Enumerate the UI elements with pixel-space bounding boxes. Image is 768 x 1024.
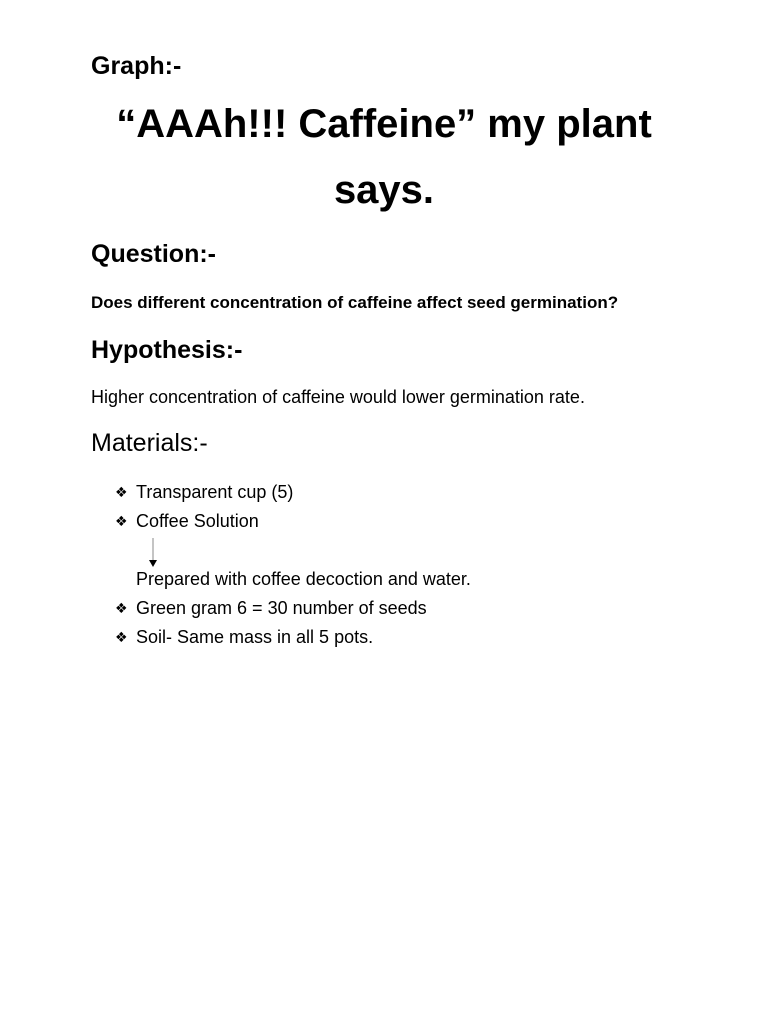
list-item: Green gram 6 = 30 number of seeds: [136, 598, 427, 618]
list-item: Transparent cup (5): [136, 482, 294, 502]
diamond-bullet-icon: ❖: [115, 600, 128, 616]
diamond-bullet-icon: ❖: [115, 513, 128, 529]
diamond-bullet-icon: ❖: [115, 484, 128, 500]
list-item: Coffee Solution: [136, 511, 259, 531]
down-arrow-icon: [146, 536, 160, 570]
hypothesis-heading: Hypothesis:-: [91, 336, 243, 364]
graph-label: Graph:-: [91, 52, 182, 80]
question-heading: Question:-: [91, 240, 216, 268]
page-title-line-1: “AAAh!!! Caffeine” my plant: [116, 102, 652, 146]
list-item: Soil- Same mass in all 5 pots.: [136, 627, 374, 647]
materials-heading: Materials:-: [91, 429, 208, 457]
coffee-note: Prepared with coffee decoction and water.: [136, 569, 471, 589]
question-text: Does different concentration of caffeine affect seed germination?: [91, 293, 619, 312]
hypothesis-text: Higher concentration of caffeine would lower germination rate.: [91, 387, 585, 407]
diamond-bullet-icon: ❖: [115, 629, 128, 645]
page-title-line-2: says.: [333, 168, 435, 212]
